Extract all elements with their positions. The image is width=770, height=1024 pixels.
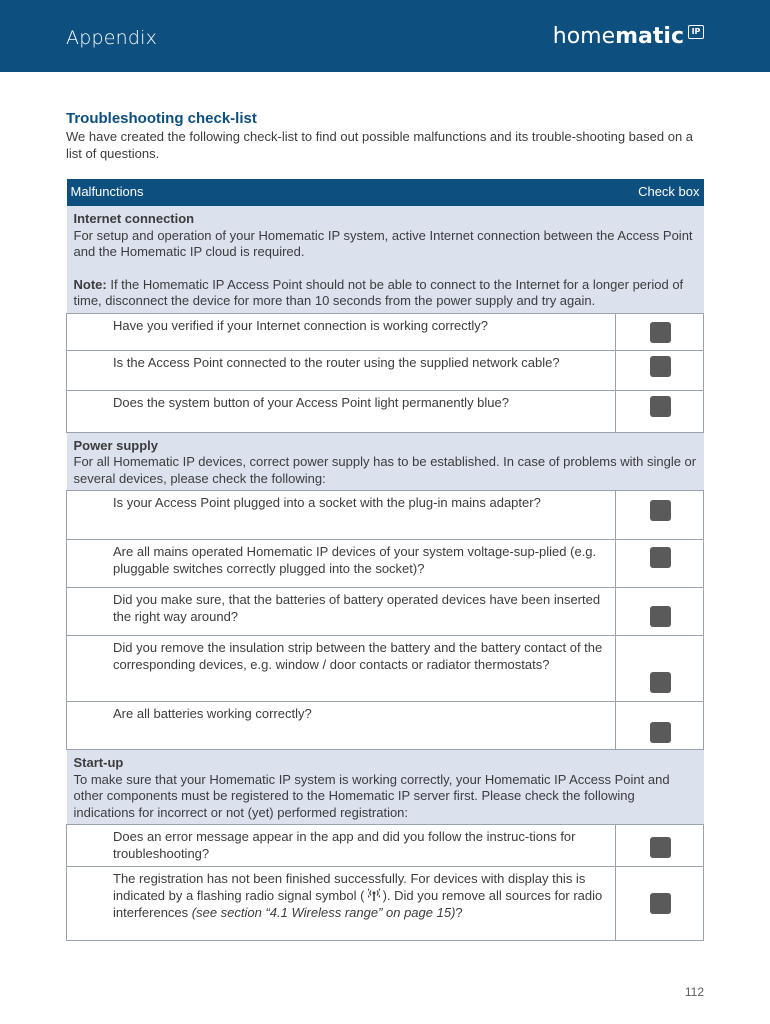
checklist-row [67, 588, 704, 636]
brand-text-bold: matic [615, 24, 684, 49]
question-text: Are all batteries working correctly? [67, 702, 616, 750]
intro-paragraph: We have created the following check-list to find out possible malfunctions and its trouble-shooting based on a list of questions. [66, 129, 694, 161]
question-text-part: ? [455, 905, 463, 920]
check-box[interactable] [650, 837, 671, 858]
checklist-row [67, 540, 704, 588]
check-box[interactable] [650, 722, 671, 743]
check-box[interactable] [650, 356, 671, 377]
ip-badge-icon: IP [688, 25, 704, 39]
question-text [67, 867, 616, 941]
section-title: Appendix [66, 27, 158, 49]
category-description: To make sure that your Homematic IP system is working correctly, your Homematic IP Access Point and other components must be registered to the Homematic IP server first. Please check the following indications for incorrect or not (yet) performed registration: [73, 771, 670, 820]
section-reference: (see section “4.1 Wireless range” on page 15) [191, 905, 456, 920]
checklist-row [67, 491, 704, 540]
note-text: If the Homematic IP Access Point should not be able to connect to the Internet for a longer period of time, disconnect the device for more than 10 seconds from the power supply and try again. [73, 276, 684, 308]
category-title: Internet connection [73, 211, 195, 226]
category-internet [67, 206, 704, 313]
checklist-row [67, 390, 704, 432]
question-text: Did you remove the insulation strip between the battery and the battery contact of the corresponding devices, e.g. window / door contacts or radiator thermostats? [67, 636, 616, 702]
category-description: For setup and operation of your Homematic IP system, active Internet connection between the Access Point and the Homematic IP cloud is required. [73, 227, 693, 259]
category-start-up [67, 750, 704, 825]
check-box[interactable] [650, 606, 671, 627]
category-description: For all Homematic IP devices, correct power supply has to be established. In case of problems with single or several devices, please check the following: [73, 454, 697, 486]
check-box[interactable] [650, 547, 671, 568]
page-heading: Troubleshooting check-list [66, 110, 257, 127]
question-text: Is your Access Point plugged into a socket with the plug-in mains adapter? [67, 491, 616, 540]
question-text: Are all mains operated Homematic IP devices of your system voltage-sup-plied (e.g. pluggable switches correctly plugged into the socket)? [67, 540, 616, 588]
checklist-row [67, 825, 704, 867]
question-text-part: ). Did you remove all sources for radio interferences [113, 887, 603, 920]
checklist-row [67, 702, 704, 750]
column-header-checkbox: Check box [616, 179, 704, 206]
checklist-row [67, 350, 704, 390]
checklist-row [67, 636, 704, 702]
category-title: Power supply [73, 437, 159, 453]
column-header-malfunctions: Malfunctions [67, 179, 616, 206]
check-box[interactable] [650, 322, 671, 343]
question-text: Is the Access Point connected to the router using the supplied network cable? [67, 350, 616, 390]
brand-logo [553, 24, 704, 49]
checklist-table [66, 179, 704, 941]
question-text-part: The registration has not been finished successfully. For devices with display this is indicated by a flashing radio signal symbol ( [113, 871, 586, 903]
brand-text-light: home [552, 24, 616, 49]
checklist-row [67, 313, 704, 350]
checklist-row [67, 867, 704, 941]
category-power-supply [67, 432, 704, 491]
page-number: 112 [684, 985, 704, 999]
question-text: Did you make sure, that the batteries of battery operated devices have been inserted the right way around? [67, 588, 616, 636]
check-box[interactable] [650, 500, 671, 521]
check-box[interactable] [650, 893, 671, 914]
question-text: Does an error message appear in the app and did you follow the instruc-tions for troubleshooting? [67, 825, 616, 867]
check-box[interactable] [650, 672, 671, 693]
question-text: Does the system button of your Access Point light permanently blue? [67, 390, 616, 432]
note-label: Note: [73, 276, 107, 292]
check-box[interactable] [650, 396, 671, 417]
category-title: Start-up [73, 755, 124, 770]
table-header-row [67, 179, 704, 206]
question-text: Have you verified if your Internet connection is working correctly? [67, 313, 616, 350]
radio-signal-icon [364, 891, 382, 903]
header-bar [0, 0, 770, 72]
